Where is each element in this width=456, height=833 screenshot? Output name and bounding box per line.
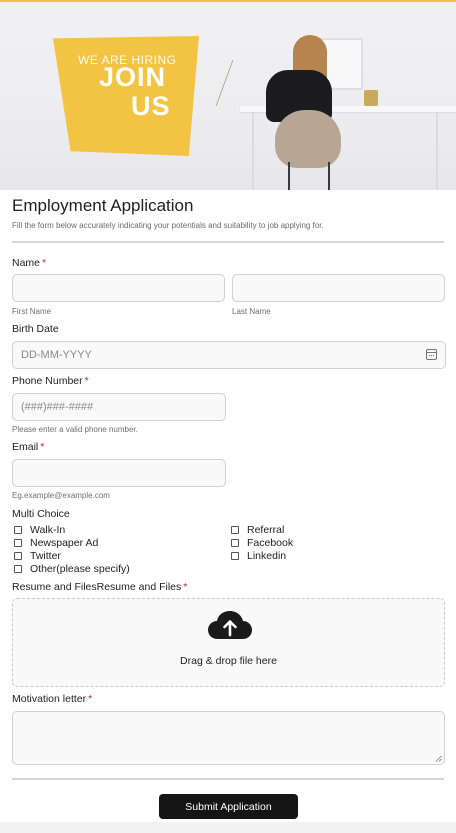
footer-band	[0, 822, 456, 833]
required-mark: *	[88, 693, 93, 705]
footer-divider	[12, 778, 444, 780]
resize-handle-icon[interactable]	[435, 755, 442, 762]
multi-choice-label: Multi Choice	[12, 508, 70, 520]
birth-date-label: Birth Date	[12, 323, 59, 335]
phone-input[interactable]	[12, 393, 226, 421]
checkbox-newspaper-ad[interactable]: Newspaper Ad	[14, 537, 98, 549]
phone-label: Phone Number *	[12, 375, 89, 387]
submit-application-button[interactable]: Submit Application	[159, 794, 298, 819]
checkbox-box[interactable]	[14, 565, 22, 573]
hero-banner	[0, 2, 456, 190]
birth-date-placeholder: DD-MM-YYYY	[21, 349, 92, 361]
checkbox-box[interactable]	[231, 539, 239, 547]
required-mark: *	[40, 441, 45, 453]
checkbox-walk-in[interactable]: Walk-In	[14, 524, 65, 536]
motivation-textarea[interactable]	[12, 711, 445, 765]
checkbox-twitter[interactable]: Twitter	[14, 550, 61, 562]
resume-label: Resume and FilesResume and Files *	[12, 581, 188, 593]
desk-leg-image	[252, 112, 254, 190]
email-input[interactable]	[12, 459, 226, 487]
chair-image	[275, 110, 341, 168]
dropzone-text: Drag & drop file here	[180, 655, 277, 667]
checkbox-other[interactable]: Other(please specify)	[14, 563, 130, 575]
first-name-input[interactable]	[12, 274, 225, 302]
motivation-label: Motivation letter *	[12, 693, 93, 705]
checkbox-facebook[interactable]: Facebook	[231, 537, 293, 549]
last-name-input[interactable]	[232, 274, 445, 302]
checkbox-referral[interactable]: Referral	[231, 524, 284, 536]
email-hint: Eg.example@example.com	[12, 491, 110, 500]
first-name-sublabel: First Name	[12, 307, 52, 316]
phone-placeholder: (###)###-####	[21, 401, 94, 413]
required-mark: *	[84, 375, 89, 387]
file-dropzone[interactable]	[12, 598, 445, 687]
name-label: Name *	[12, 257, 47, 269]
checkbox-box[interactable]	[14, 526, 22, 534]
email-label: Email *	[12, 441, 45, 453]
header-divider	[12, 241, 444, 243]
required-mark: *	[183, 581, 188, 593]
cloud-upload-icon	[207, 609, 253, 641]
checkbox-linkedin[interactable]: Linkedin	[231, 550, 286, 562]
chair-legs-image	[288, 162, 330, 190]
plant-image	[216, 60, 263, 106]
hiring-text: WE ARE HIRING	[78, 53, 177, 67]
form-subtitle: Fill the form below accurately indicating your potentials and suitability to job applying for.	[12, 221, 324, 230]
calendar-icon[interactable]	[426, 349, 437, 360]
checkbox-box[interactable]	[14, 552, 22, 560]
last-name-sublabel: Last Name	[232, 307, 271, 316]
checkbox-box[interactable]	[231, 526, 239, 534]
desk-leg-image	[436, 112, 438, 190]
flower-pot-image	[364, 90, 378, 106]
required-mark: *	[42, 257, 47, 269]
checkbox-box[interactable]	[14, 539, 22, 547]
birth-date-input[interactable]	[12, 341, 446, 369]
phone-hint: Please enter a valid phone number.	[12, 425, 138, 434]
us-text: US	[131, 91, 171, 121]
form-title: Employment Application	[12, 196, 194, 215]
checkbox-box[interactable]	[231, 552, 239, 560]
join-text: JOIN	[99, 62, 167, 92]
